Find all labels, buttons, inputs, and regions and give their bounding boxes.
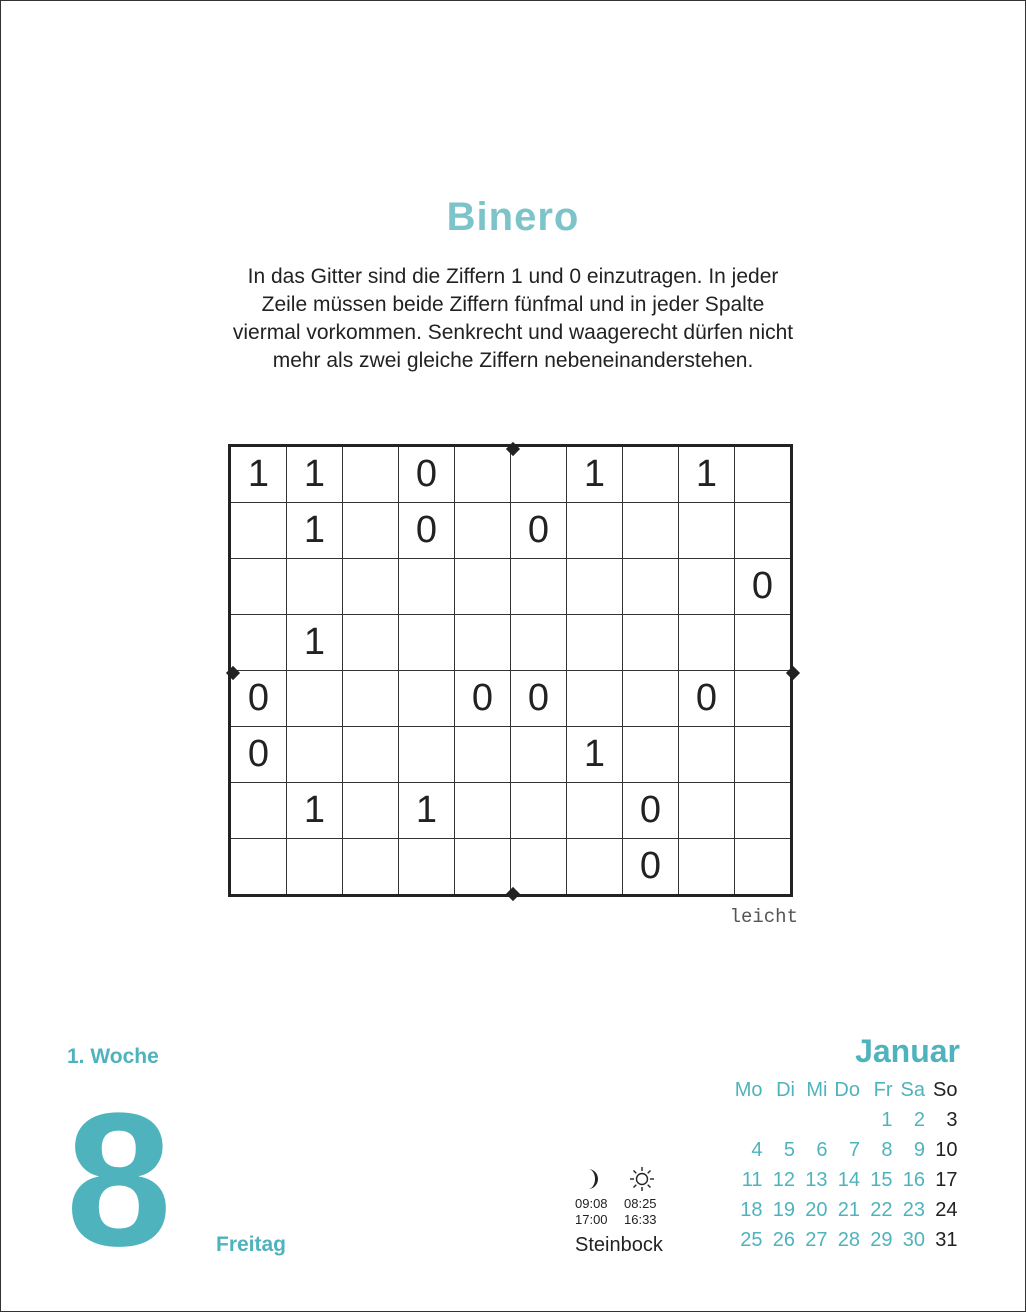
grid-cell[interactable] bbox=[455, 783, 511, 839]
grid-cell[interactable] bbox=[623, 503, 679, 559]
astro-info bbox=[570, 1160, 670, 1227]
grid-cell[interactable] bbox=[735, 727, 792, 783]
grid-cell[interactable]: 1 bbox=[230, 446, 287, 503]
grid-cell[interactable] bbox=[567, 615, 623, 671]
week-label: 1. Woche bbox=[67, 1045, 159, 1068]
sun-times bbox=[624, 1196, 657, 1228]
calendar-weekday-header: Sa bbox=[900, 1078, 925, 1101]
grid-cell[interactable] bbox=[287, 727, 343, 783]
grid-row bbox=[230, 503, 792, 559]
grid-cell[interactable] bbox=[399, 727, 455, 783]
moon-rise-time: 09:08 bbox=[575, 1196, 608, 1211]
calendar-day: 10 bbox=[935, 1138, 958, 1161]
grid-cell[interactable]: 0 bbox=[230, 671, 287, 727]
month-title: Januar bbox=[855, 1033, 960, 1069]
grid-cell[interactable] bbox=[455, 503, 511, 559]
calendar-day: 17 bbox=[935, 1168, 958, 1191]
calendar-day: 22 bbox=[870, 1198, 893, 1221]
grid-cell[interactable]: 1 bbox=[567, 446, 623, 503]
grid-cell[interactable] bbox=[679, 727, 735, 783]
puzzle-title: Binero bbox=[446, 195, 580, 239]
calendar-week-row bbox=[730, 1105, 958, 1135]
grid-cell[interactable] bbox=[735, 446, 792, 503]
grid-cell[interactable] bbox=[511, 727, 567, 783]
description-line: viermal vorkommen. Senkrecht und waagerecht dürfen nicht bbox=[232, 321, 794, 344]
calendar-week-row bbox=[730, 1225, 958, 1255]
grid-row bbox=[230, 615, 792, 671]
description-line: Zeile müssen beide Ziffern fünfmal und in jeder Spalte bbox=[261, 293, 765, 316]
grid-cell[interactable] bbox=[399, 559, 455, 615]
grid-cell[interactable] bbox=[230, 615, 287, 671]
grid-row bbox=[230, 671, 792, 727]
grid-cell[interactable] bbox=[399, 615, 455, 671]
calendar-day: 21 bbox=[837, 1198, 860, 1221]
grid-cell[interactable] bbox=[735, 839, 792, 896]
calendar-day: 25 bbox=[740, 1228, 763, 1251]
grid-cell[interactable]: 0 bbox=[623, 783, 679, 839]
grid-row bbox=[230, 559, 792, 615]
calendar-day: 18 bbox=[740, 1198, 763, 1221]
grid-cell[interactable] bbox=[230, 839, 287, 896]
calendar-day: 20 bbox=[805, 1198, 828, 1221]
grid-cell[interactable] bbox=[230, 559, 287, 615]
moon-set-time: 17:00 bbox=[575, 1212, 608, 1227]
calendar-day: 11 bbox=[741, 1168, 763, 1191]
calendar-day: 7 bbox=[848, 1138, 860, 1161]
grid-cell[interactable] bbox=[511, 783, 567, 839]
sun-rise-time: 08:25 bbox=[624, 1196, 657, 1211]
grid-cell[interactable]: 0 bbox=[455, 671, 511, 727]
calendar-week-row bbox=[730, 1165, 958, 1195]
grid-cell[interactable]: 0 bbox=[679, 671, 735, 727]
grid-cell[interactable] bbox=[287, 671, 343, 727]
calendar-weekday-header: Mo bbox=[734, 1078, 763, 1101]
calendar-day: 13 bbox=[805, 1168, 828, 1191]
grid-cell[interactable] bbox=[735, 671, 792, 727]
sun-icon bbox=[629, 1166, 655, 1192]
calendar-day: 3 bbox=[946, 1108, 958, 1131]
grid-cell[interactable]: 0 bbox=[511, 671, 567, 727]
grid-cell[interactable] bbox=[287, 839, 343, 896]
grid-cell[interactable] bbox=[511, 615, 567, 671]
binero-table bbox=[228, 444, 793, 897]
grid-cell[interactable] bbox=[623, 446, 679, 503]
grid-cell[interactable] bbox=[455, 727, 511, 783]
calendar-day: 29 bbox=[870, 1228, 893, 1251]
description-line: mehr als zwei gleiche Ziffern nebeneinanderstehen. bbox=[272, 349, 754, 372]
calendar-week-row bbox=[730, 1135, 958, 1165]
grid-cell[interactable] bbox=[230, 783, 287, 839]
grid-cell[interactable] bbox=[343, 446, 399, 503]
grid-cell[interactable] bbox=[735, 615, 792, 671]
grid-cell[interactable] bbox=[455, 839, 511, 896]
grid-cell[interactable] bbox=[455, 446, 511, 503]
grid-cell[interactable] bbox=[679, 839, 735, 896]
grid-cell[interactable]: 0 bbox=[399, 503, 455, 559]
mini-calendar bbox=[730, 1075, 958, 1255]
grid-cell[interactable]: 1 bbox=[287, 503, 343, 559]
grid-cell[interactable] bbox=[343, 671, 399, 727]
calendar-day: 14 bbox=[837, 1168, 860, 1191]
grid-cell[interactable] bbox=[343, 783, 399, 839]
description-line: In das Gitter sind die Ziffern 1 und 0 einzutragen. In jeder bbox=[247, 265, 779, 288]
grid-cell[interactable] bbox=[343, 839, 399, 896]
puzzle-description bbox=[170, 263, 856, 375]
grid-cell[interactable] bbox=[679, 783, 735, 839]
grid-cell[interactable] bbox=[623, 559, 679, 615]
calendar-weekday-header: So bbox=[933, 1078, 958, 1101]
grid-cell[interactable]: 0 bbox=[623, 839, 679, 896]
grid-row bbox=[230, 839, 792, 896]
zodiac-sign: Steinbock bbox=[575, 1234, 663, 1256]
grid-cell[interactable]: 1 bbox=[567, 727, 623, 783]
grid-cell[interactable]: 1 bbox=[399, 783, 455, 839]
grid-cell[interactable] bbox=[567, 783, 623, 839]
grid-cell[interactable] bbox=[511, 446, 567, 503]
grid-cell[interactable] bbox=[679, 503, 735, 559]
grid-cell[interactable]: 0 bbox=[511, 503, 567, 559]
grid-cell[interactable]: 0 bbox=[230, 727, 287, 783]
calendar-weekday-header: Do bbox=[834, 1078, 860, 1101]
grid-cell[interactable] bbox=[735, 783, 792, 839]
calendar-day: 6 bbox=[816, 1138, 828, 1161]
grid-cell[interactable] bbox=[567, 559, 623, 615]
grid-cell[interactable]: 1 bbox=[287, 783, 343, 839]
grid-cell[interactable] bbox=[567, 671, 623, 727]
grid-cell[interactable] bbox=[343, 727, 399, 783]
calendar-table bbox=[730, 1075, 958, 1255]
difficulty-label: leicht bbox=[729, 906, 798, 928]
calendar-day: 19 bbox=[772, 1198, 795, 1221]
moon-times bbox=[575, 1196, 608, 1228]
grid-cell[interactable] bbox=[399, 671, 455, 727]
grid-cell[interactable] bbox=[679, 615, 735, 671]
grid-row bbox=[230, 783, 792, 839]
grid-cell[interactable]: 1 bbox=[287, 446, 343, 503]
calendar-header-row bbox=[730, 1075, 958, 1105]
calendar-day: 26 bbox=[772, 1228, 795, 1251]
moon-icon bbox=[580, 1168, 602, 1190]
calendar-day: 1 bbox=[881, 1108, 893, 1131]
calendar-day: 9 bbox=[913, 1138, 925, 1161]
grid-cell[interactable] bbox=[343, 503, 399, 559]
grid-cell[interactable] bbox=[735, 503, 792, 559]
grid-cell[interactable] bbox=[399, 839, 455, 896]
grid-cell[interactable] bbox=[567, 839, 623, 896]
weekday-label: Freitag bbox=[216, 1233, 287, 1256]
grid-cell[interactable] bbox=[287, 559, 343, 615]
calendar-weekday-header: Mi bbox=[806, 1078, 828, 1101]
grid-cell[interactable]: 1 bbox=[287, 615, 343, 671]
calendar-day bbox=[795, 1105, 828, 1135]
grid-cell[interactable] bbox=[511, 559, 567, 615]
calendar-day: 27 bbox=[805, 1228, 828, 1251]
calendar-day bbox=[828, 1105, 861, 1135]
grid-cell[interactable] bbox=[455, 559, 511, 615]
grid-row bbox=[230, 727, 792, 783]
grid-cell[interactable] bbox=[567, 503, 623, 559]
calendar-day: 12 bbox=[772, 1168, 795, 1191]
grid-cell[interactable] bbox=[511, 839, 567, 896]
calendar-day: 30 bbox=[902, 1228, 925, 1251]
grid-cell[interactable] bbox=[343, 615, 399, 671]
calendar-day: 23 bbox=[902, 1198, 925, 1221]
grid-cell[interactable]: 0 bbox=[735, 559, 792, 615]
calendar-day: 2 bbox=[913, 1108, 925, 1131]
grid-cell[interactable] bbox=[623, 671, 679, 727]
calendar-day: 31 bbox=[935, 1228, 958, 1251]
calendar-day: 28 bbox=[837, 1228, 860, 1251]
calendar-day: 16 bbox=[902, 1168, 925, 1191]
grid-cell[interactable] bbox=[623, 615, 679, 671]
calendar-day: 8 bbox=[881, 1138, 893, 1161]
grid-cell[interactable]: 1 bbox=[679, 446, 735, 503]
grid-cell[interactable] bbox=[343, 559, 399, 615]
calendar-day: 5 bbox=[783, 1138, 795, 1161]
grid-cell[interactable] bbox=[679, 559, 735, 615]
calendar-weekday-header: Di bbox=[776, 1078, 795, 1101]
day-number: 8 bbox=[66, 1074, 172, 1286]
calendar-day: 4 bbox=[751, 1138, 763, 1161]
grid-cell[interactable] bbox=[230, 503, 287, 559]
calendar-week-row bbox=[730, 1195, 958, 1225]
grid-cell[interactable]: 0 bbox=[399, 446, 455, 503]
calendar-day: 15 bbox=[870, 1168, 893, 1191]
grid-cell[interactable] bbox=[623, 727, 679, 783]
calendar-day bbox=[730, 1105, 763, 1135]
binero-grid bbox=[228, 444, 798, 900]
grid-cell[interactable] bbox=[455, 615, 511, 671]
sun-set-time: 16:33 bbox=[624, 1212, 657, 1227]
calendar-day: 24 bbox=[935, 1198, 958, 1221]
calendar-weekday-header: Fr bbox=[873, 1078, 893, 1101]
calendar-day bbox=[763, 1105, 796, 1135]
